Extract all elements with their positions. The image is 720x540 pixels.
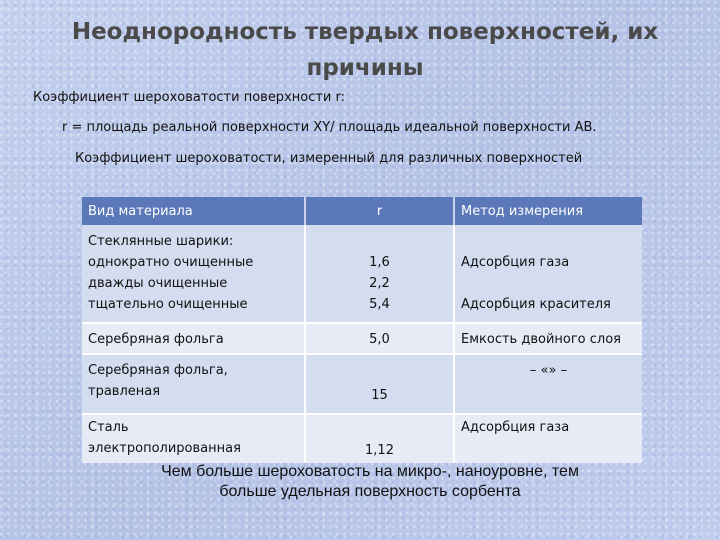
slide-title <box>60 14 670 86</box>
cell-line <box>312 360 447 381</box>
cell-line <box>461 231 636 252</box>
cell-line: 1,6 <box>369 255 390 270</box>
cell-line: 5,4 <box>369 297 390 312</box>
cell-line <box>312 231 447 252</box>
cell-line: 15 <box>371 388 388 403</box>
cell-line: травленая <box>88 384 161 399</box>
cell-material <box>82 225 305 323</box>
cell-line: Стеклянные шарики: <box>88 234 234 249</box>
cell-line: однократно очищенные <box>88 255 254 270</box>
table-header-row <box>82 197 642 225</box>
cell-line: Серебряная фольга, <box>88 363 228 378</box>
cell-line <box>312 417 447 438</box>
cell-line: Адсорбция красителя <box>461 297 611 312</box>
roughness-definition: r = площадь реальной поверхности XY/ площадь идеальной поверхности AB. <box>62 120 597 135</box>
cell-material <box>82 414 305 463</box>
cell-r <box>305 354 454 414</box>
header-method: Метод измерения <box>454 197 642 225</box>
cell-r <box>305 225 454 323</box>
cell-line: Адсорбция газа <box>461 255 570 270</box>
roughness-intro: Коэффициент шероховатости поверхности r: <box>33 90 346 105</box>
slide-title-line2: причины <box>306 55 424 81</box>
cell-method: Адсорбция газа <box>454 414 642 463</box>
table-row <box>82 225 642 323</box>
roughness-table <box>82 197 642 463</box>
table-row <box>82 323 642 354</box>
cell-line: 1,12 <box>365 443 394 458</box>
conclusion-text <box>100 462 640 502</box>
table-row <box>82 414 642 463</box>
cell-line: Сталь <box>88 420 129 435</box>
cell-method <box>454 225 642 323</box>
table-caption: Коэффициент шероховатости, измеренный для различных поверхностей <box>75 151 583 166</box>
conclusion-line1: Чем больше шероховатость на микро-, наноуровне, тем <box>161 463 579 480</box>
cell-line: дважды очищенные <box>88 276 228 291</box>
cell-material <box>82 354 305 414</box>
cell-r <box>305 414 454 463</box>
cell-r: 5,0 <box>305 323 454 354</box>
cell-line: тщательно очищенные <box>88 297 248 312</box>
header-r: r <box>305 197 454 225</box>
cell-line: электрополированная <box>88 441 241 456</box>
header-material: Вид материала <box>82 197 305 225</box>
cell-line <box>461 273 636 294</box>
cell-line: 2,2 <box>369 276 390 291</box>
slide-title-line1: Неоднородность твердых поверхностей, их <box>71 19 659 45</box>
conclusion-line2: больше удельная поверхность сорбента <box>219 483 521 500</box>
cell-material: Серебряная фольга <box>82 323 305 354</box>
cell-method: Емкость двойного слоя <box>454 323 642 354</box>
cell-method: – «» – <box>454 354 642 414</box>
table-row <box>82 354 642 414</box>
